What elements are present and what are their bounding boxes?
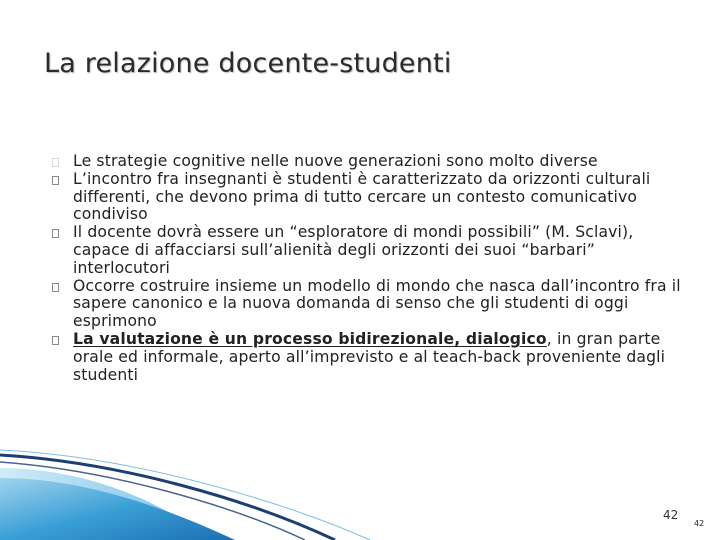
bullet-text: L’incontro fra insegnanti è studenti è caratterizzato da orizzonti culturali differenti, che devono prima di tutto cercare un contesto comunicativo condiviso xyxy=(73,169,651,224)
slide-title: La relazione docente-studenti xyxy=(44,48,452,79)
square-bullet-icon xyxy=(52,336,59,345)
page-number: 42 xyxy=(663,508,679,522)
square-bullet-icon xyxy=(52,283,59,292)
bullet-text: Occorre costruire insieme un modello di mondo che nasca dall’incontro fra il sapere canonico e la nuova domanda di senso che gli studenti di oggi esprimono xyxy=(73,276,681,331)
bullet-item xyxy=(52,171,692,224)
square-bullet-icon xyxy=(52,158,59,167)
wave-blue xyxy=(0,478,235,540)
bullet-item xyxy=(52,153,692,171)
bullet-item xyxy=(52,224,692,277)
square-bullet-icon xyxy=(52,229,59,238)
bullet-item xyxy=(52,331,692,384)
page-number-small: 42 xyxy=(694,519,705,528)
bullet-text: , in gran parte orale ed informale, aperto all’imprevisto e al teach-back proveniente dagli studenti xyxy=(73,329,666,384)
bullet-text: Il docente dovrà essere un “esploratore di mondi possibili” (M. Sclavi), capace di affacciarsi sull’alienità degli orizzonti dei suoi “barbari” interlocutori xyxy=(73,223,634,277)
bullet-text: Le strategie cognitive nelle nuove generazioni sono molto diverse xyxy=(73,152,598,170)
square-bullet-icon xyxy=(52,176,59,185)
bullet-item xyxy=(52,278,692,331)
bullet-bold-text: La valutazione è un processo bidirezionale, dialogico xyxy=(73,329,547,348)
bullet-list xyxy=(52,153,692,384)
